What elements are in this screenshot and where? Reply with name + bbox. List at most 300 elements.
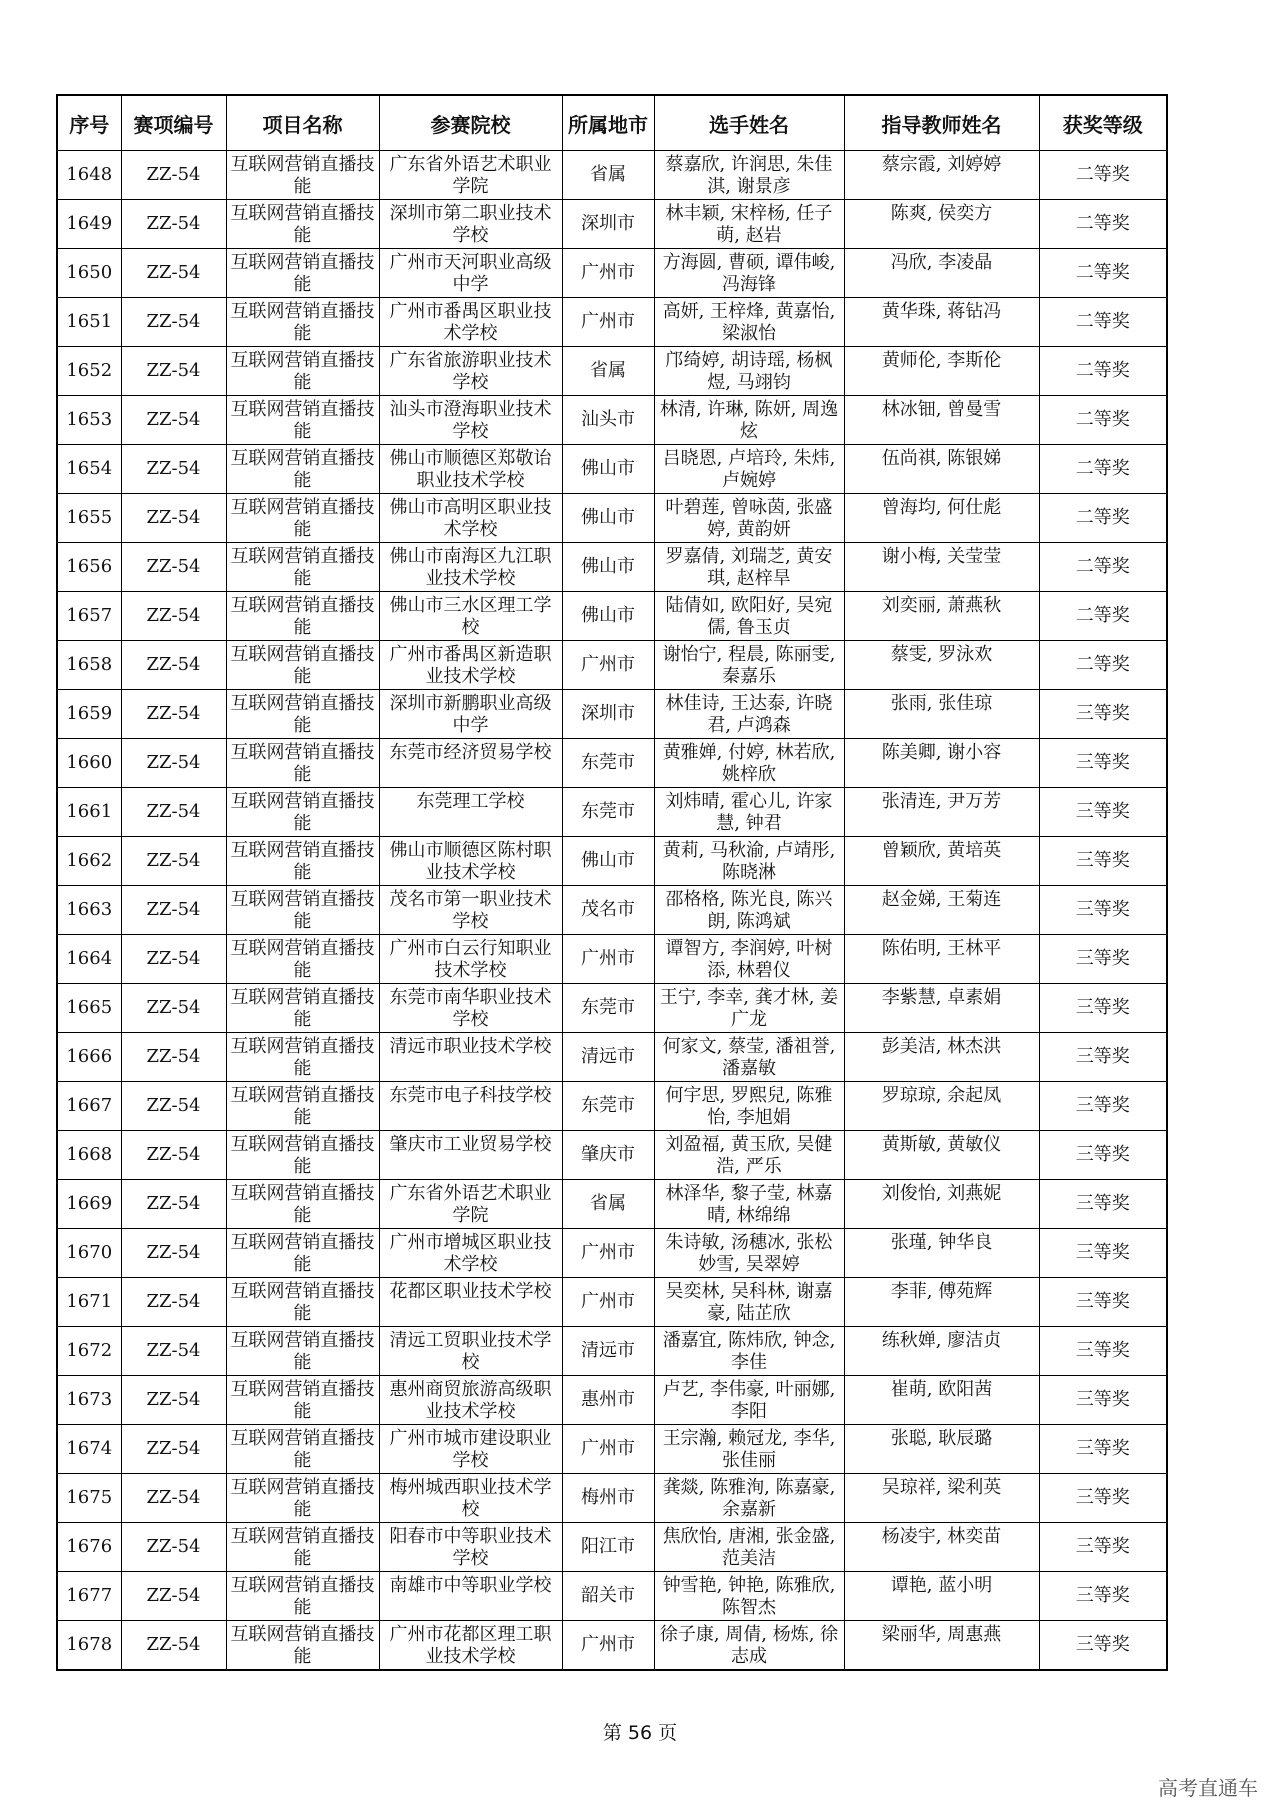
cell-index: [57, 1131, 121, 1180]
cell-index: [57, 298, 121, 347]
cell-text: 罗嘉倩, 刘瑞芝, 黄安琪, 赵梓旱: [665, 546, 833, 589]
cell-project-name: [226, 1376, 379, 1425]
cell-text: 三等奖: [1075, 997, 1130, 1018]
cell-index: [57, 1474, 121, 1523]
cell-contestants: [654, 935, 844, 984]
cell-city: [562, 543, 654, 592]
cell-text: 1661: [66, 801, 113, 822]
cell-index: [57, 1327, 121, 1376]
cell-contestants: [654, 347, 844, 396]
cell-text: 徐子康, 周倩, 杨炼, 徐志成: [659, 1624, 839, 1667]
cell-school: [379, 935, 562, 984]
table-row: [57, 1278, 1167, 1327]
cell-text: 佛山市南海区九江职业技术学校: [389, 546, 552, 589]
cell-index: [57, 200, 121, 249]
cell-text: 广东省外语艺术职业学院: [389, 154, 552, 197]
cell-text: 陈美卿, 谢小容: [881, 742, 1002, 763]
cell-event-code: [121, 739, 226, 788]
cell-text: 广州市增城区职业技术学校: [389, 1232, 552, 1275]
cell-city: [562, 690, 654, 739]
cell-text: ZZ-54: [146, 1438, 201, 1459]
cell-text: 1656: [66, 556, 113, 577]
cell-award-level: [1039, 739, 1167, 788]
cell-text: 1678: [66, 1634, 113, 1655]
cell-contestants: [654, 200, 844, 249]
cell-text: 练秋婵, 廖洁贞: [881, 1330, 1002, 1351]
cell-contestants: [654, 1425, 844, 1474]
cell-text: 1660: [66, 752, 113, 773]
column-header-teachers: 指导教师姓名: [844, 95, 1039, 151]
cell-teachers: [844, 984, 1039, 1033]
cell-text: 东莞市: [581, 1095, 635, 1116]
cell-event-code: [121, 935, 226, 984]
cell-contestants: [654, 592, 844, 641]
cell-text: 谢小梅, 关莹莹: [881, 546, 1002, 567]
cell-text: ZZ-54: [146, 703, 201, 724]
cell-school: [379, 641, 562, 690]
cell-city: [562, 298, 654, 347]
cell-award-level: [1039, 641, 1167, 690]
cell-school: [379, 1327, 562, 1376]
cell-event-code: [121, 984, 226, 1033]
cell-city: [562, 886, 654, 935]
cell-school: [379, 200, 562, 249]
cell-text: 东莞理工学校: [416, 791, 525, 812]
cell-text: 1655: [66, 507, 113, 528]
cell-text: 1649: [66, 213, 113, 234]
cell-school: [379, 347, 562, 396]
cell-school: [379, 445, 562, 494]
cell-text: 广州市: [581, 948, 635, 969]
cell-text: 互联网营销直播技能: [230, 399, 375, 442]
cell-contestants: [654, 494, 844, 543]
table-row: [57, 1033, 1167, 1082]
cell-text: 1657: [66, 605, 113, 626]
cell-index: [57, 935, 121, 984]
cell-text: 互联网营销直播技能: [230, 1134, 375, 1177]
cell-text: 佛山市三水区理工学校: [389, 595, 552, 638]
cell-award-level: [1039, 445, 1167, 494]
cell-project-name: [226, 543, 379, 592]
table-row: [57, 1523, 1167, 1572]
cell-text: ZZ-54: [146, 1193, 201, 1214]
cell-text: 东莞市: [581, 752, 635, 773]
cell-text: 佛山市: [581, 605, 635, 626]
cell-event-code: [121, 1131, 226, 1180]
cell-teachers: [844, 1131, 1039, 1180]
cell-text: 清远市: [581, 1046, 635, 1067]
cell-school: [379, 543, 562, 592]
cell-text: 佛山市顺德区陈村职业技术学校: [389, 840, 552, 883]
cell-event-code: [121, 1376, 226, 1425]
cell-event-code: [121, 1180, 226, 1229]
cell-event-code: [121, 445, 226, 494]
cell-award-level: [1039, 690, 1167, 739]
cell-teachers: [844, 1425, 1039, 1474]
cell-text: 罗琼琼, 余起凤: [881, 1085, 1002, 1106]
cell-text: ZZ-54: [146, 605, 201, 626]
cell-text: 三等奖: [1075, 1487, 1130, 1508]
table-row: [57, 739, 1167, 788]
cell-text: 1665: [66, 997, 113, 1018]
cell-school: [379, 1131, 562, 1180]
cell-text: 互联网营销直播技能: [230, 742, 375, 785]
cell-text: 三等奖: [1075, 850, 1130, 871]
cell-text: 冯欣, 李凌晶: [890, 252, 993, 273]
cell-text: 惠州商贸旅游高级职业技术学校: [389, 1379, 552, 1422]
cell-project-name: [226, 200, 379, 249]
cell-city: [562, 1131, 654, 1180]
cell-contestants: [654, 837, 844, 886]
cell-text: 李菲, 傅苑辉: [890, 1281, 993, 1302]
cell-event-code: [121, 396, 226, 445]
cell-text: 林佳诗, 王达泰, 许晓君, 卢鸿森: [665, 693, 833, 736]
cell-event-code: [121, 1621, 226, 1671]
cell-text: 梁丽华, 周惠燕: [881, 1624, 1002, 1645]
cell-text: 佛山市: [581, 556, 635, 577]
cell-text: 佛山市顺德区郑敬诒职业技术学校: [389, 448, 552, 491]
cell-project-name: [226, 1082, 379, 1131]
cell-text: 互联网营销直播技能: [230, 1183, 375, 1226]
cell-school: [379, 886, 562, 935]
cell-text: 南雄市中等职业学校: [389, 1575, 552, 1596]
table-row: [57, 984, 1167, 1033]
table-row: [57, 445, 1167, 494]
cell-text: 刘俊怡, 刘燕妮: [881, 1183, 1002, 1204]
cell-project-name: [226, 837, 379, 886]
cell-text: 阳江市: [581, 1536, 635, 1557]
cell-text: 1652: [66, 360, 113, 381]
cell-text: 1670: [66, 1242, 113, 1263]
cell-text: 广州市城市建设职业学校: [389, 1428, 552, 1471]
cell-text: 二等奖: [1075, 311, 1130, 332]
cell-text: 肇庆市工业贸易学校: [389, 1134, 552, 1155]
cell-text: ZZ-54: [146, 1536, 201, 1557]
cell-event-code: [121, 1425, 226, 1474]
cell-school: [379, 1180, 562, 1229]
cell-event-code: [121, 1474, 226, 1523]
cell-city: [562, 347, 654, 396]
cell-text: 互联网营销直播技能: [230, 350, 375, 393]
cell-event-code: [121, 494, 226, 543]
cell-text: 互联网营销直播技能: [230, 1379, 375, 1422]
cell-text: 王宗瀚, 赖冠龙, 李华, 张佳丽: [662, 1428, 836, 1471]
cell-text: ZZ-54: [146, 556, 201, 577]
cell-teachers: [844, 445, 1039, 494]
cell-text: 陆倩如, 欧阳好, 吴宛儒, 鲁玉贞: [665, 595, 833, 638]
cell-text: 互联网营销直播技能: [230, 1330, 375, 1373]
cell-contestants: [654, 1474, 844, 1523]
cell-school: [379, 298, 562, 347]
cell-contestants: [654, 886, 844, 935]
cell-city: [562, 788, 654, 837]
cell-index: [57, 249, 121, 298]
cell-event-code: [121, 1327, 226, 1376]
cell-text: 张瑾, 钟华良: [890, 1232, 993, 1253]
cell-teachers: [844, 298, 1039, 347]
cell-text: 省属: [590, 360, 626, 381]
table-row: [57, 837, 1167, 886]
cell-text: ZZ-54: [146, 1046, 201, 1067]
cell-contestants: [654, 298, 844, 347]
cell-text: ZZ-54: [146, 850, 201, 871]
watermark: 高考直通车: [1158, 1776, 1258, 1800]
cell-school: [379, 151, 562, 200]
cell-text: 广州市: [581, 311, 635, 332]
cell-project-name: [226, 1425, 379, 1474]
table-row: [57, 298, 1167, 347]
cell-text: 1674: [66, 1438, 113, 1459]
table-row: [57, 151, 1167, 200]
cell-text: 三等奖: [1075, 801, 1130, 822]
cell-text: 茂名市: [581, 899, 635, 920]
cell-teachers: [844, 837, 1039, 886]
cell-text: 黄师伦, 李斯伦: [881, 350, 1002, 371]
cell-text: 何家文, 蔡莹, 潘祖誉, 潘嘉敏: [662, 1036, 836, 1079]
cell-contestants: [654, 396, 844, 445]
cell-text: 三等奖: [1075, 1095, 1130, 1116]
cell-text: 崔萌, 欧阳茜: [890, 1379, 993, 1400]
cell-school: [379, 837, 562, 886]
table-row: [57, 543, 1167, 592]
cell-text: ZZ-54: [146, 1487, 201, 1508]
cell-index: [57, 1229, 121, 1278]
cell-text: 佛山市: [581, 507, 635, 528]
cell-event-code: [121, 690, 226, 739]
cell-text: 二等奖: [1075, 409, 1130, 430]
cell-project-name: [226, 151, 379, 200]
cell-text: 1672: [66, 1340, 113, 1361]
cell-school: [379, 1278, 562, 1327]
column-header-award-level: 获奖等级: [1039, 95, 1167, 151]
cell-contestants: [654, 445, 844, 494]
cell-contestants: [654, 1278, 844, 1327]
cell-text: 方海圆, 曹硕, 谭伟峻, 冯海锋: [662, 252, 836, 295]
cell-text: 三等奖: [1075, 1634, 1130, 1655]
cell-text: 肇庆市: [581, 1144, 635, 1165]
cell-text: 东莞市南华职业技术学校: [389, 987, 552, 1030]
cell-index: [57, 788, 121, 837]
cell-index: [57, 592, 121, 641]
cell-text: 佛山市: [581, 850, 635, 871]
cell-contestants: [654, 1572, 844, 1621]
cell-project-name: [226, 641, 379, 690]
cell-text: 焦欣怡, 唐湘, 张金盛, 范美洁: [662, 1526, 836, 1569]
cell-city: [562, 1572, 654, 1621]
cell-teachers: [844, 1621, 1039, 1671]
table-row: [57, 396, 1167, 445]
cell-index: [57, 151, 121, 200]
cell-text: 1663: [66, 899, 113, 920]
cell-text: 三等奖: [1075, 899, 1130, 920]
cell-text: 阳春市中等职业技术学校: [389, 1526, 552, 1569]
cell-award-level: [1039, 886, 1167, 935]
cell-project-name: [226, 984, 379, 1033]
cell-contestants: [654, 1082, 844, 1131]
cell-event-code: [121, 543, 226, 592]
cell-text: ZZ-54: [146, 1144, 201, 1165]
cell-text: 广州市花都区理工职业技术学校: [389, 1624, 552, 1667]
cell-text: 1659: [66, 703, 113, 724]
cell-award-level: [1039, 1572, 1167, 1621]
table-header-row: [57, 95, 1167, 151]
cell-teachers: [844, 249, 1039, 298]
cell-award-level: [1039, 494, 1167, 543]
cell-text: ZZ-54: [146, 1291, 201, 1312]
cell-award-level: [1039, 1278, 1167, 1327]
cell-school: [379, 1572, 562, 1621]
table-row: [57, 1425, 1167, 1474]
cell-teachers: [844, 396, 1039, 445]
cell-city: [562, 494, 654, 543]
cell-event-code: [121, 641, 226, 690]
cell-text: 广州市: [581, 1291, 635, 1312]
cell-school: [379, 1621, 562, 1671]
cell-event-code: [121, 788, 226, 837]
cell-city: [562, 445, 654, 494]
cell-contestants: [654, 543, 844, 592]
cell-text: 三等奖: [1075, 1536, 1130, 1557]
cell-text: 互联网营销直播技能: [230, 301, 375, 344]
cell-school: [379, 396, 562, 445]
cell-contestants: [654, 641, 844, 690]
cell-contestants: [654, 690, 844, 739]
cell-text: 省属: [590, 164, 626, 185]
cell-text: 三等奖: [1075, 752, 1130, 773]
cell-text: 三等奖: [1075, 703, 1130, 724]
cell-text: 谢怡宁, 程晨, 陈丽雯, 秦嘉乐: [662, 644, 836, 687]
cell-text: 1675: [66, 1487, 113, 1508]
cell-text: 1648: [66, 164, 113, 185]
table-row: [57, 690, 1167, 739]
cell-contestants: [654, 739, 844, 788]
cell-city: [562, 641, 654, 690]
cell-city: [562, 984, 654, 1033]
cell-text: 广州市: [581, 1438, 635, 1459]
cell-text: ZZ-54: [146, 1340, 201, 1361]
cell-text: 曾颖欣, 黄培英: [881, 840, 1002, 861]
cell-text: ZZ-54: [146, 262, 201, 283]
cell-text: 梅州城西职业技术学校: [389, 1477, 552, 1520]
cell-text: ZZ-54: [146, 409, 201, 430]
cell-text: 互联网营销直播技能: [230, 791, 375, 834]
cell-text: 1671: [66, 1291, 113, 1312]
cell-text: 李紫慧, 卓素娟: [881, 987, 1002, 1008]
cell-award-level: [1039, 1131, 1167, 1180]
cell-text: 互联网营销直播技能: [230, 644, 375, 687]
table-row: [57, 494, 1167, 543]
cell-text: ZZ-54: [146, 801, 201, 822]
cell-text: 钟雪艳, 钟艳, 陈雅欣, 陈智杰: [662, 1575, 836, 1618]
cell-text: 林清, 许琳, 陈妍, 周逸炫: [659, 399, 839, 442]
cell-text: 互联网营销直播技能: [230, 938, 375, 981]
cell-city: [562, 249, 654, 298]
cell-text: 蔡雯, 罗泳欢: [890, 644, 993, 665]
cell-award-level: [1039, 788, 1167, 837]
cell-text: 三等奖: [1075, 1438, 1130, 1459]
cell-text: 二等奖: [1075, 605, 1130, 626]
cell-city: [562, 1523, 654, 1572]
column-header-index: 序号: [57, 95, 121, 151]
cell-text: 彭美洁, 林杰洪: [881, 1036, 1002, 1057]
cell-text: 三等奖: [1075, 1046, 1130, 1067]
cell-index: [57, 543, 121, 592]
cell-text: 三等奖: [1075, 1291, 1130, 1312]
cell-text: 深圳市: [581, 703, 635, 724]
cell-text: 1666: [66, 1046, 113, 1067]
cell-teachers: [844, 347, 1039, 396]
cell-school: [379, 739, 562, 788]
cell-city: [562, 837, 654, 886]
cell-text: 1677: [66, 1585, 113, 1606]
cell-project-name: [226, 494, 379, 543]
cell-text: 广州市: [581, 262, 635, 283]
cell-project-name: [226, 445, 379, 494]
cell-text: 1651: [66, 311, 113, 332]
cell-text: 朱诗敏, 汤穗冰, 张松妙雪, 吴翠婷: [665, 1232, 833, 1275]
cell-school: [379, 1474, 562, 1523]
cell-text: 佛山市: [581, 458, 635, 479]
cell-city: [562, 151, 654, 200]
cell-text: 互联网营销直播技能: [230, 448, 375, 491]
cell-text: 叶碧莲, 曾咏茵, 张盛婷, 黄韵妍: [665, 497, 833, 540]
cell-event-code: [121, 347, 226, 396]
cell-text: 张清连, 尹万芳: [881, 791, 1002, 812]
cell-award-level: [1039, 592, 1167, 641]
cell-city: [562, 1180, 654, 1229]
cell-contestants: [654, 151, 844, 200]
cell-index: [57, 690, 121, 739]
cell-text: 二等奖: [1075, 556, 1130, 577]
cell-text: 吴琼祥, 梁利英: [881, 1477, 1002, 1498]
cell-text: 惠州市: [581, 1389, 635, 1410]
cell-text: 汕头市澄海职业技术学校: [389, 399, 552, 442]
cell-text: 1650: [66, 262, 113, 283]
table-row: [57, 1474, 1167, 1523]
cell-text: 陈佑明, 王林平: [881, 938, 1002, 959]
cell-text: 张聪, 耿辰璐: [890, 1428, 993, 1449]
cell-text: 互联网营销直播技能: [230, 987, 375, 1030]
cell-project-name: [226, 690, 379, 739]
cell-text: 深圳市新鹏职业高级中学: [389, 693, 552, 736]
cell-text: 1673: [66, 1389, 113, 1410]
cell-text: 刘盈福, 黄玉欣, 吴健浩, 严乐: [665, 1134, 833, 1177]
cell-text: 林丰颖, 宋梓杨, 任子萌, 赵岩: [665, 203, 833, 246]
cell-contestants: [654, 984, 844, 1033]
cell-school: [379, 1376, 562, 1425]
cell-text: 花都区职业技术学校: [389, 1281, 552, 1302]
cell-award-level: [1039, 935, 1167, 984]
cell-text: 互联网营销直播技能: [230, 1526, 375, 1569]
cell-text: 广州市番禺区职业技术学校: [389, 301, 552, 344]
cell-teachers: [844, 935, 1039, 984]
cell-text: 张雨, 张佳琼: [890, 693, 993, 714]
cell-text: ZZ-54: [146, 654, 201, 675]
cell-text: 二等奖: [1075, 654, 1130, 675]
cell-teachers: [844, 1278, 1039, 1327]
cell-city: [562, 935, 654, 984]
cell-text: 汕头市: [581, 409, 635, 430]
cell-event-code: [121, 298, 226, 347]
cell-text: 1662: [66, 850, 113, 871]
cell-teachers: [844, 543, 1039, 592]
column-header-contestants: 选手姓名: [654, 95, 844, 151]
cell-project-name: [226, 347, 379, 396]
cell-index: [57, 1033, 121, 1082]
cell-project-name: [226, 1572, 379, 1621]
cell-school: [379, 984, 562, 1033]
cell-teachers: [844, 641, 1039, 690]
